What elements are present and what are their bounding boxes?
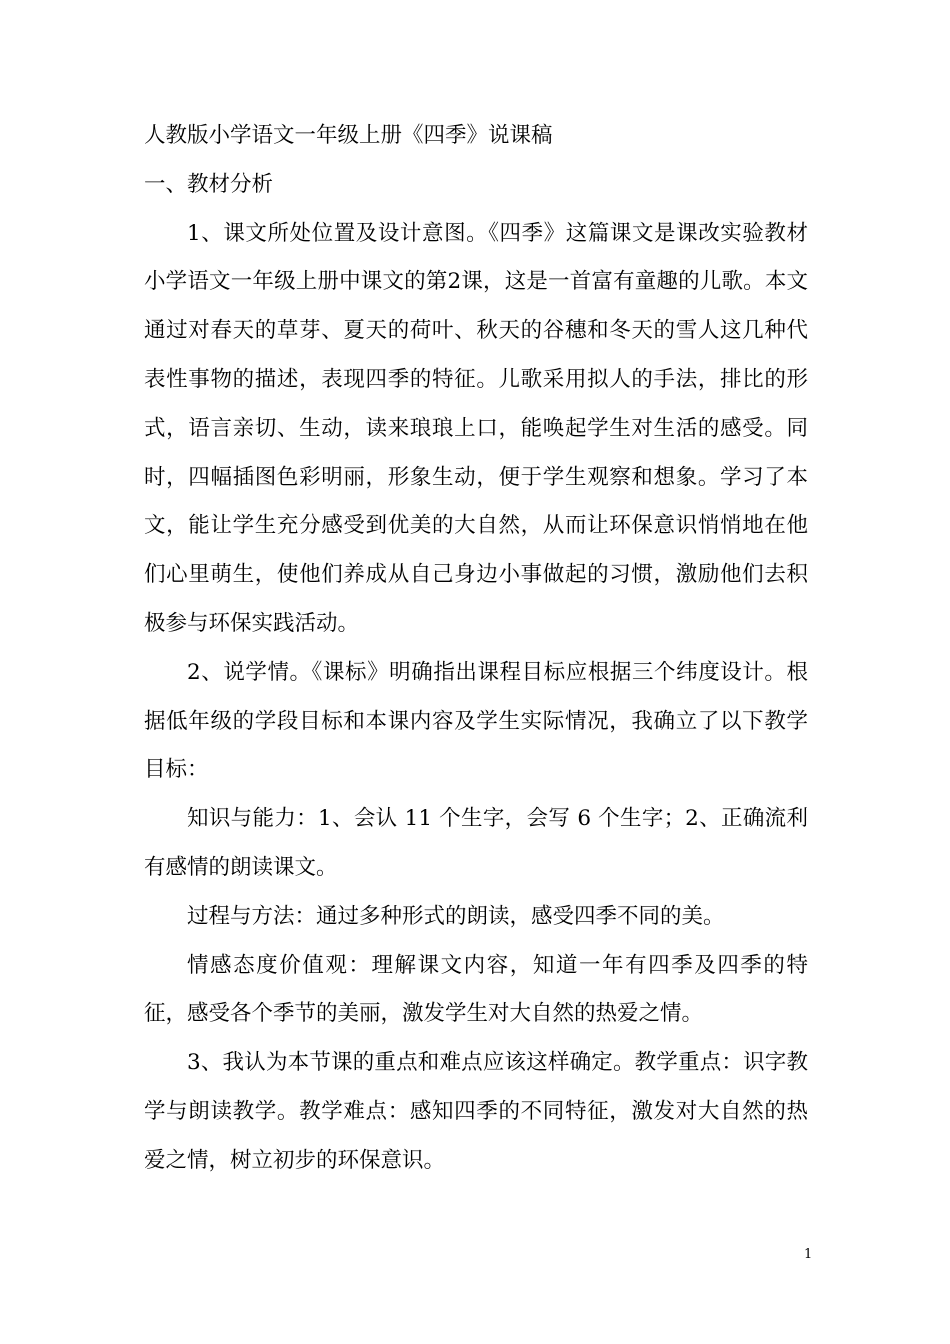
paragraph-1: 1、课文所处位置及设计意图。《四季》这篇课文是课改实验教材小学语文一年级上册中课文的第2课，这是一首富有童趣的儿歌。本文通过对春天的草芽、夏天的荷叶、秋天的谷穗和冬天的雪人这几种代表性事物的描述，表现四季的特征。儿歌采用拟人的手法，排比的形式，语言亲切、生动，读来琅琅上口，能唤起学生对生活的感受。同时，四幅插图色彩明丽，形象生动，便于学生观察和想象。学习了本文，能让学生充分感受到优美的大自然，从而让环保意识悄悄地在他们心里萌生，使他们养成从自己身边小事做起的习惯，激励他们去积极参与环保实践活动。 xyxy=(144,220,808,636)
paragraph-2: 2、说学情。《课标》明确指出课程目标应根据三个纬度设计。根据低年级的学段目标和本课内容及学生实际情况，我确立了以下教学目标： xyxy=(144,659,808,783)
paragraph-5: 情感态度价值观：理解课文内容，知道一年有四季及四季的特征，感受各个季节的美丽，激发学生对大自然的热爱之情。 xyxy=(144,952,808,1027)
page-number: 1 xyxy=(804,1247,813,1262)
paragraph-4: 过程与方法：通过多种形式的朗读，感受四季不同的美。 xyxy=(187,903,725,929)
section-heading: 一、教材分析 xyxy=(144,171,274,197)
document-title: 人教版小学语文一年级上册《四季》说课稿 xyxy=(144,123,553,148)
paragraph-6: 3、我认为本节课的重点和难点应该这样确定。教学重点：识字教学与朗读教学。教学难点：感知四季的不同特征，激发对大自然的热爱之情，树立初步的环保意识。 xyxy=(144,1050,808,1173)
paragraph-3: 知识与能力：1、会认 11 个生字，会写 6 个生字；2、正确流利有感情的朗读课文。 xyxy=(144,806,808,880)
document-body xyxy=(144,112,808,1186)
